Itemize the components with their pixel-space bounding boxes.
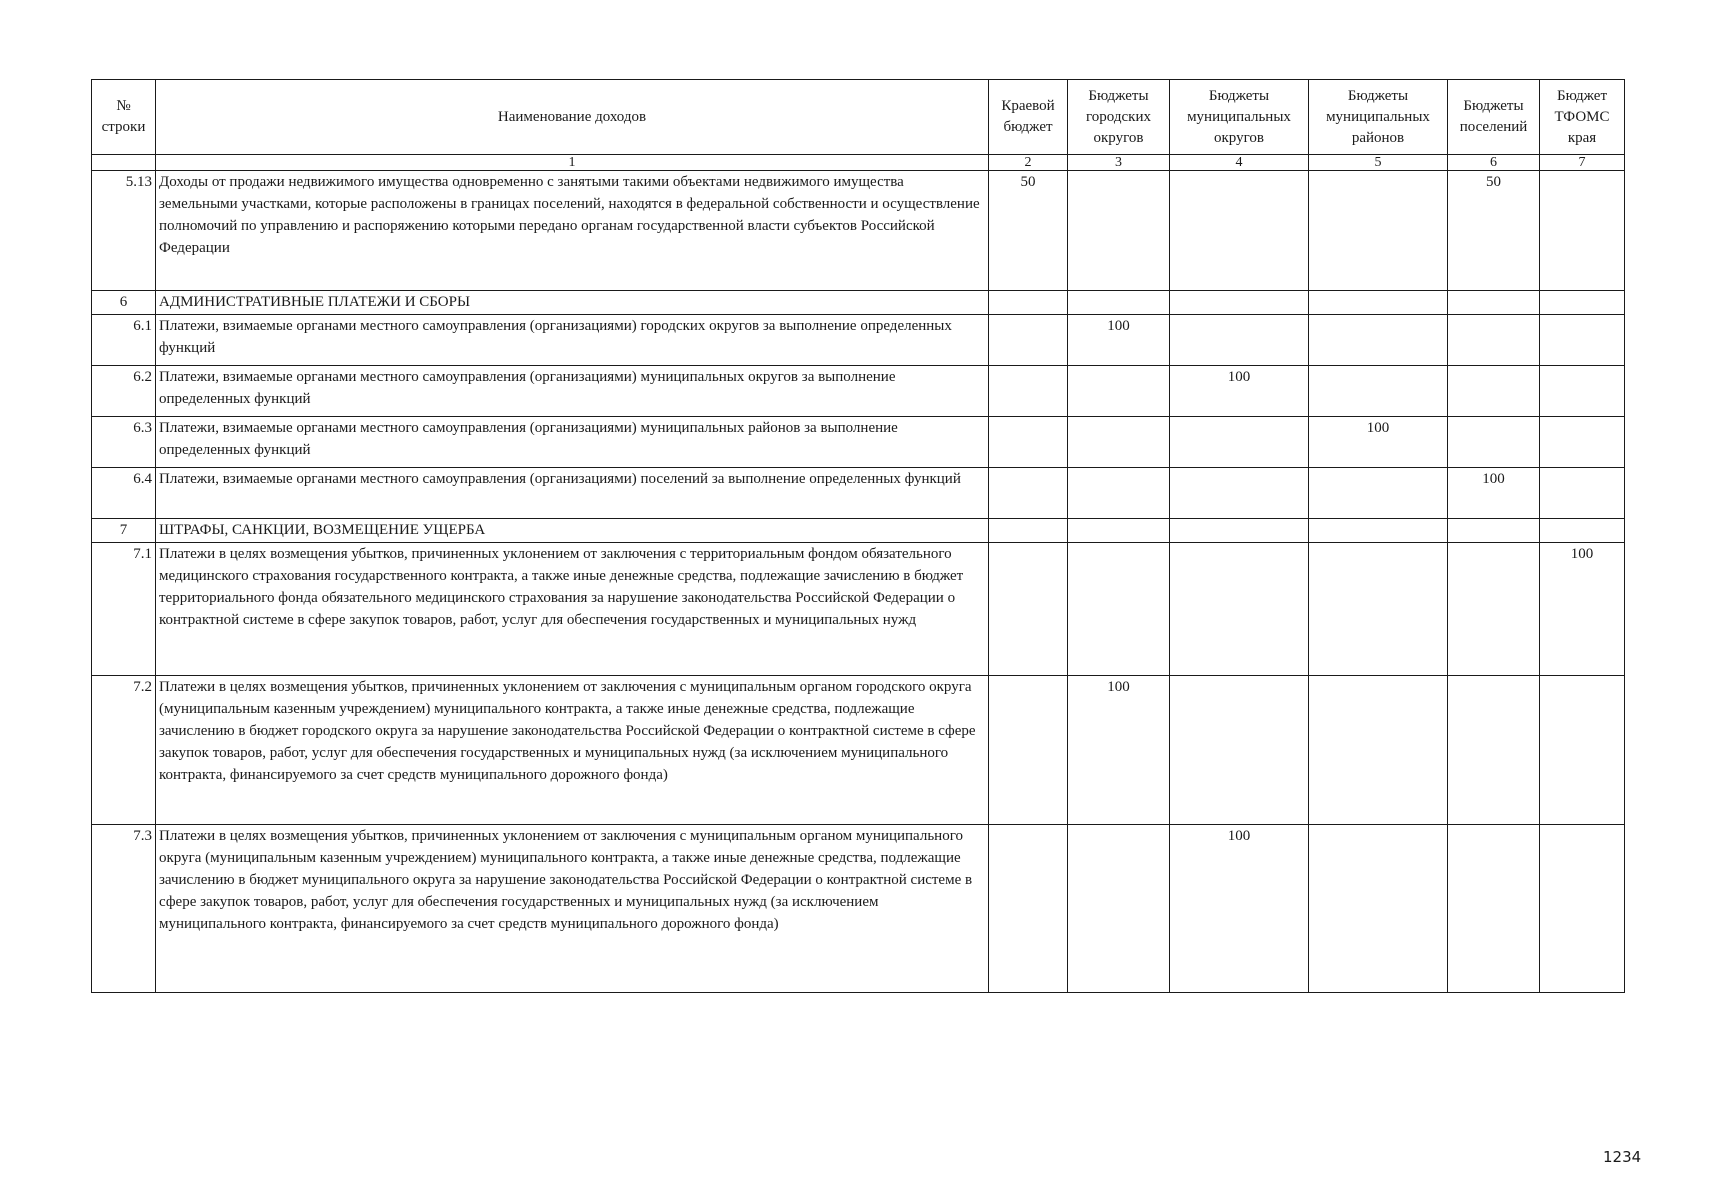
column-number: 3 [1068,155,1170,171]
value-municipal-okrug [1170,171,1309,291]
value-regional [989,315,1068,366]
row-number: 7 [92,519,156,543]
value-settlements: 50 [1448,171,1540,291]
value-municipal-rayon [1309,291,1448,315]
revenue-name: Платежи в целях возмещения убытков, причиненных уклонением от заключения с муниципальным органом городского округа (муниципальным казенным учреждением) муниципального контракта, а также иные денежные средства, подлежащие зачислению в бюджет городского округа за нарушение законодательства Российской Федерации о контрактной системе в сфере закупок товаров, работ, услуг для обеспечения государственных и муниципальных нужд (за исключением муниципального контракта, финансируемого за счет средств муниципального дорожного фонда) [156,676,989,825]
table-row [92,291,1625,315]
row-number: 6 [92,291,156,315]
value-tfoms [1540,519,1625,543]
revenue-name: Платежи в целях возмещения убытков, причиненных уклонением от заключения с муниципальным органом муниципального округа (муниципальным казенным учреждением) муниципального контракта, а также иные денежные средства, подлежащие зачислению в бюджет муниципального округа за нарушение законодательства Российской Федерации о контрактной системе в сфере закупок товаров, работ, услуг для обеспечения государственных и муниципальных нужд (за исключением муниципального контракта, финансируемого за счет средств муниципального дорожного фонда) [156,825,989,993]
value-settlements [1448,519,1540,543]
header-municipal-okrug-budgets: Бюджеты муниципальных округов [1170,80,1309,155]
value-settlements [1448,825,1540,993]
row-number: 6.2 [92,366,156,417]
revenue-name: ШТРАФЫ, САНКЦИИ, ВОЗМЕЩЕНИЕ УЩЕРБА [156,519,989,543]
header-tfoms-budget: Бюджет ТФОМС края [1540,80,1625,155]
column-number [92,155,156,171]
value-municipal-okrug: 100 [1170,366,1309,417]
value-municipal-rayon: 100 [1309,417,1448,468]
value-municipal-okrug [1170,417,1309,468]
value-municipal-rayon [1309,543,1448,676]
column-number: 2 [989,155,1068,171]
value-regional [989,519,1068,543]
value-regional [989,366,1068,417]
table-row [92,171,1625,291]
value-regional [989,468,1068,519]
header-revenue-name: Наименование доходов [156,80,989,155]
row-number: 7.2 [92,676,156,825]
header-municipal-rayon-budgets: Бюджеты муниципальных районов [1309,80,1448,155]
value-municipal-okrug [1170,315,1309,366]
header-regional-budget: Краевой бюджет [989,80,1068,155]
table-row [92,366,1625,417]
value-tfoms [1540,417,1625,468]
value-municipal-rayon [1309,825,1448,993]
value-tfoms [1540,825,1625,993]
value-tfoms [1540,468,1625,519]
column-number: 1 [156,155,989,171]
revenue-name: Платежи, взимаемые органами местного самоуправления (организациями) муниципальных районов за выполнение определенных функций [156,417,989,468]
table-row [92,417,1625,468]
value-municipal-okrug [1170,519,1309,543]
header-city-okrug-budgets: Бюджеты городских округов [1068,80,1170,155]
value-settlements: 100 [1448,468,1540,519]
value-city-okrug: 100 [1068,315,1170,366]
value-tfoms: 100 [1540,543,1625,676]
value-municipal-okrug [1170,468,1309,519]
value-municipal-rayon [1309,171,1448,291]
value-settlements [1448,417,1540,468]
table-header-row [92,80,1625,155]
column-number: 6 [1448,155,1540,171]
table-row [92,468,1625,519]
value-regional [989,543,1068,676]
value-city-okrug [1068,543,1170,676]
header-settlement-budgets: Бюджеты поселений [1448,80,1540,155]
value-settlements [1448,291,1540,315]
value-municipal-rayon [1309,676,1448,825]
value-settlements [1448,543,1540,676]
page-number: 1234 [1603,1148,1642,1166]
value-regional [989,676,1068,825]
column-number: 4 [1170,155,1309,171]
table-row [92,676,1625,825]
row-number: 7.1 [92,543,156,676]
value-regional [989,417,1068,468]
revenue-name: Платежи, взимаемые органами местного самоуправления (организациями) поселений за выполнение определенных функций [156,468,989,519]
revenue-distribution-table [91,79,1625,993]
value-municipal-rayon [1309,366,1448,417]
revenue-name: Платежи, взимаемые органами местного самоуправления (организациями) муниципальных округов за выполнение определенных функций [156,366,989,417]
value-settlements [1448,315,1540,366]
value-city-okrug [1068,468,1170,519]
value-settlements [1448,366,1540,417]
revenue-name: Платежи в целях возмещения убытков, причиненных уклонением от заключения с территориальным фондом обязательного медицинского страхования государственного контракта, а также иные денежные средства, подлежащие зачислению в бюджет территориального фонда обязательного медицинского страхования за нарушение законодательства Российской Федерации о контрактной системе в сфере закупок товаров, работ, услуг для обеспечения государственных и муниципальных нужд [156,543,989,676]
row-number: 5.13 [92,171,156,291]
value-city-okrug [1068,366,1170,417]
column-number: 5 [1309,155,1448,171]
value-tfoms [1540,171,1625,291]
value-city-okrug [1068,291,1170,315]
header-row-number: № строки [92,80,156,155]
value-municipal-okrug [1170,291,1309,315]
column-numbers-row [92,155,1625,171]
table-row [92,825,1625,993]
revenue-name: АДМИНИСТРАТИВНЫЕ ПЛАТЕЖИ И СБОРЫ [156,291,989,315]
row-number: 6.3 [92,417,156,468]
value-city-okrug [1068,825,1170,993]
value-municipal-okrug [1170,543,1309,676]
value-regional [989,825,1068,993]
value-municipal-rayon [1309,315,1448,366]
value-tfoms [1540,366,1625,417]
value-regional [989,291,1068,315]
value-municipal-okrug [1170,676,1309,825]
revenue-name: Доходы от продажи недвижимого имущества одновременно с занятыми такими объектами недвижимого имущества земельными участками, которые расположены в границах поселений, находятся в федеральной собственности и осуществление полномочий по управлению и распоряжению которыми передано органам государственной власти субъектов Российской Федерации [156,171,989,291]
value-tfoms [1540,676,1625,825]
row-number: 7.3 [92,825,156,993]
value-municipal-rayon [1309,468,1448,519]
value-city-okrug [1068,171,1170,291]
value-regional: 50 [989,171,1068,291]
table-row [92,519,1625,543]
value-city-okrug [1068,417,1170,468]
value-municipal-okrug: 100 [1170,825,1309,993]
table-row [92,543,1625,676]
value-tfoms [1540,315,1625,366]
row-number: 6.4 [92,468,156,519]
revenue-name: Платежи, взимаемые органами местного самоуправления (организациями) городских округов за выполнение определенных функций [156,315,989,366]
column-number: 7 [1540,155,1625,171]
value-tfoms [1540,291,1625,315]
value-settlements [1448,676,1540,825]
table-row [92,315,1625,366]
value-municipal-rayon [1309,519,1448,543]
row-number: 6.1 [92,315,156,366]
value-city-okrug [1068,519,1170,543]
value-city-okrug: 100 [1068,676,1170,825]
